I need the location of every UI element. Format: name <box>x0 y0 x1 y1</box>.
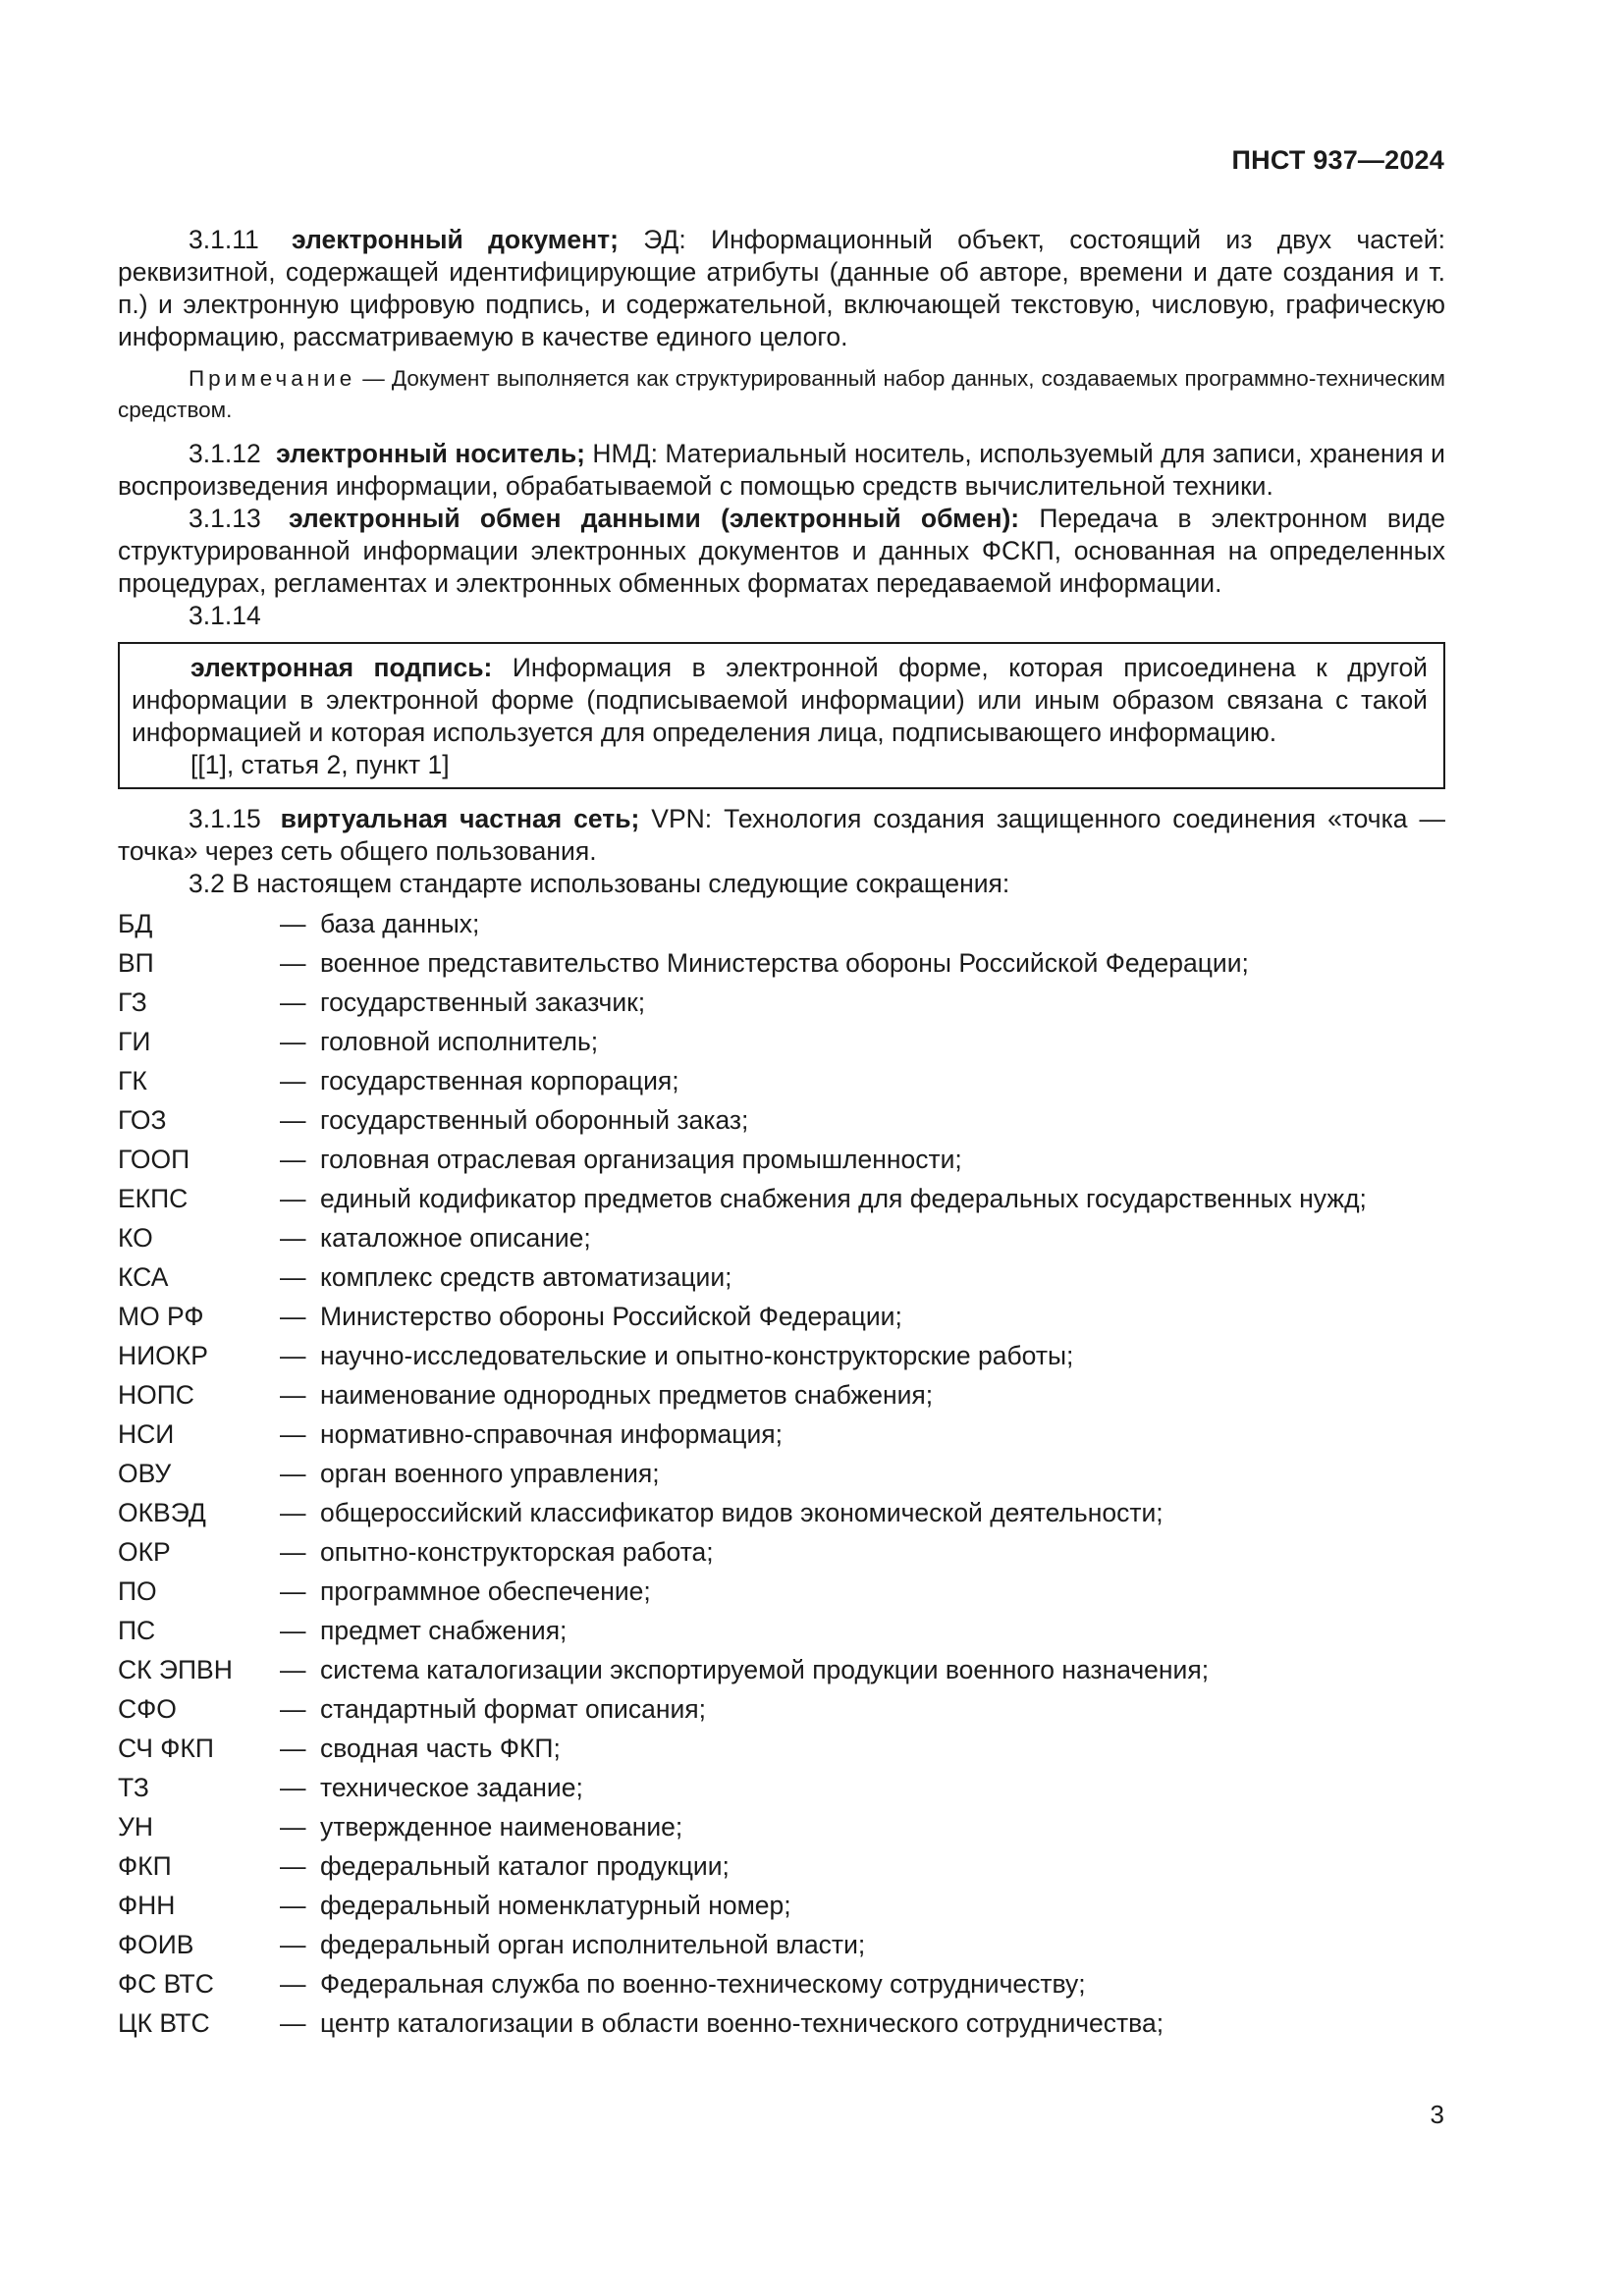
abbreviation-row <box>118 983 1445 1022</box>
abbreviation-definition: военное представительство Министерства обороны Российской Федерации; <box>320 947 1249 978</box>
abbreviation-row <box>118 1375 1445 1415</box>
abbreviation-row <box>118 1964 1445 2003</box>
abbreviation: КО <box>118 1222 153 1253</box>
abbreviation-row <box>118 1061 1445 1100</box>
abbreviation: КСА <box>118 1261 169 1292</box>
abbreviation-dash: — <box>280 2007 306 2038</box>
abbreviation-dash: — <box>280 1261 306 1292</box>
abbreviation-definition: федеральный орган исполнительной власти; <box>320 1929 866 1959</box>
abbreviation-definition: государственный оборонный заказ; <box>320 1104 749 1135</box>
abbreviation-row <box>118 1140 1445 1179</box>
abbreviation-dash: — <box>280 1301 306 1331</box>
term: электронная подпись: <box>190 653 493 682</box>
abbreviations-list <box>118 904 1445 2043</box>
abbreviation: ГОЗ <box>118 1104 167 1135</box>
abbreviation: ОКР <box>118 1536 171 1567</box>
abbreviation: СЧ ФКП <box>118 1733 214 1763</box>
abbreviation-definition: программное обеспечение; <box>320 1575 651 1606</box>
abbreviation-dash: — <box>280 1890 306 1920</box>
abbreviation: ОВУ <box>118 1458 172 1488</box>
abbreviation-definition: утвержденное наименование; <box>320 1811 683 1842</box>
abbreviation-row <box>118 1218 1445 1257</box>
abbreviation-row <box>118 1689 1445 1729</box>
definition-3-1-14 <box>132 652 1428 749</box>
abbreviation-row <box>118 1493 1445 1532</box>
abbreviation-definition: предмет снабжения; <box>320 1615 568 1645</box>
abbreviation-definition: опытно-конструкторская работа; <box>320 1536 714 1567</box>
abbreviation-dash: — <box>280 1811 306 1842</box>
abbreviation: НИОКР <box>118 1340 208 1370</box>
abbreviation-definition: государственная корпорация; <box>320 1065 679 1095</box>
abbreviation-definition: база данных; <box>320 908 480 938</box>
abbreviation-definition: каталожное описание; <box>320 1222 591 1253</box>
abbreviation-dash: — <box>280 1026 306 1056</box>
abbreviation: ГЗ <box>118 987 147 1017</box>
abbreviation-row <box>118 1415 1445 1454</box>
abbreviation: ЦК ВТС <box>118 2007 210 2038</box>
clause-number: 3.1.14 <box>189 601 261 630</box>
abbreviation: БД <box>118 908 153 938</box>
abbreviation-definition: Федеральная служба по военно-техническому сотрудничеству; <box>320 1968 1086 1999</box>
abbreviation-dash: — <box>280 1379 306 1410</box>
abbreviation-row <box>118 1650 1445 1689</box>
abbreviation-dash: — <box>280 1929 306 1959</box>
abbreviation-row <box>118 1022 1445 1061</box>
abbreviation-definition: головная отраслевая организация промышленности; <box>320 1144 962 1174</box>
abbreviation-definition: государственный заказчик; <box>320 987 646 1017</box>
clause-3-2-intro: 3.2 В настоящем стандарте использованы следующие сокращения: <box>189 869 1010 898</box>
note-label: Примечание <box>189 366 356 391</box>
clause-number: 3.1.11 <box>189 225 259 254</box>
abbreviation: ПО <box>118 1575 157 1606</box>
abbreviation-row <box>118 1257 1445 1297</box>
abbreviation-definition: федеральный каталог продукции; <box>320 1850 730 1881</box>
abbreviation-definition: орган военного управления; <box>320 1458 660 1488</box>
abbreviation-dash: — <box>280 908 306 938</box>
abbreviation: ОКВЭД <box>118 1497 206 1527</box>
abbreviation-row <box>118 1532 1445 1572</box>
definition-3-1-11 <box>118 224 1445 353</box>
abbreviation-dash: — <box>280 1183 306 1213</box>
abbreviation: УН <box>118 1811 153 1842</box>
abbreviation-dash: — <box>280 1458 306 1488</box>
abbreviation: ГК <box>118 1065 147 1095</box>
abbreviation-definition: научно-исследовательские и опытно-конструкторские работы; <box>320 1340 1074 1370</box>
definition-3-1-14-box <box>118 642 1445 789</box>
abbreviation-dash: — <box>280 1772 306 1802</box>
abbreviation-row <box>118 1768 1445 1807</box>
abbreviation-definition: нормативно-справочная информация; <box>320 1418 783 1449</box>
abbreviation: ФС ВТС <box>118 1968 214 1999</box>
abbreviation-definition: Министерство обороны Российской Федерации; <box>320 1301 902 1331</box>
abbreviation-dash: — <box>280 1968 306 1999</box>
abbreviation-dash: — <box>280 1418 306 1449</box>
abbreviation-definition: центр каталогизации в области военно-технического сотрудничества; <box>320 2007 1164 2038</box>
abbreviation-row <box>118 1886 1445 1925</box>
clause-number: 3.1.13 <box>189 504 261 533</box>
abbreviation-dash: — <box>280 1222 306 1253</box>
abbreviation-definition: общероссийский классификатор видов экономической деятельности; <box>320 1497 1164 1527</box>
abbreviation-dash: — <box>280 1850 306 1881</box>
abbreviation-row <box>118 1925 1445 1964</box>
note-text: — Документ выполняется как структурированный набор данных, создаваемых программно-техническим средством. <box>118 366 1445 422</box>
abbreviation: МО РФ <box>118 1301 204 1331</box>
definition-text: Информация в электронной форме, которая присоединена к другой информации в электронной форме (подписываемой информации) или иным образом связана с такой информацией и которая используется для определения лица, подписывающего информацию. <box>132 653 1428 747</box>
abbreviation-row <box>118 943 1445 983</box>
abbreviation-row <box>118 2003 1445 2043</box>
abbreviation-row <box>118 904 1445 943</box>
clause-number: 3.1.12 <box>189 439 261 468</box>
definition-3-1-15 <box>118 803 1445 868</box>
abbreviation-row <box>118 1336 1445 1375</box>
definition-text: ЭД: Информационный объект, состоящий из двух частей: реквизитной, содержащей идентифицирующие атрибуты (данные об авторе, времени и дате создания и т. п.) и электронную цифровую подпись, и содержательной, включающей текстовую, числовую, графическую информацию, рассматриваемую в качестве единого целого. <box>118 225 1446 351</box>
abbreviation-row <box>118 1572 1445 1611</box>
definition-3-1-13 <box>118 503 1445 600</box>
abbreviation-row <box>118 1729 1445 1768</box>
abbreviation-definition: стандартный формат описания; <box>320 1693 706 1724</box>
abbreviation-definition: сводная часть ФКП; <box>320 1733 561 1763</box>
abbreviation-dash: — <box>280 1340 306 1370</box>
abbreviation-dash: — <box>280 1575 306 1606</box>
abbreviation-definition: головной исполнитель; <box>320 1026 599 1056</box>
abbreviation-dash: — <box>280 1536 306 1567</box>
abbreviation-row <box>118 1454 1445 1493</box>
abbreviation-row <box>118 1100 1445 1140</box>
abbreviation-dash: — <box>280 1733 306 1763</box>
definition-3-1-12 <box>118 438 1445 503</box>
abbreviation: НОПС <box>118 1379 194 1410</box>
abbreviation-row <box>118 1611 1445 1650</box>
abbreviation: ГИ <box>118 1026 151 1056</box>
abbreviation: ФОИВ <box>118 1929 194 1959</box>
document-body <box>118 224 1445 2043</box>
note <box>118 363 1445 426</box>
abbreviation-row <box>118 1846 1445 1886</box>
abbreviation-definition: техническое задание; <box>320 1772 583 1802</box>
definition-text: НМД: Материальный носитель, используемый для записи, хранения и воспроизведения информации, обрабатываемой с помощью средств вычислительной техники. <box>118 439 1445 501</box>
clause-3-1-14-number <box>118 600 1445 632</box>
term: электронный носитель; <box>276 439 585 468</box>
definition-text: Передача в электронном виде структурированной информации электронных документов и данных ФСКП, основанная на определенных процедурах, регламентах и электронных обменных форматах передаваемой информации. <box>118 504 1445 598</box>
term: электронный обмен данными (электронный обмен): <box>288 504 1020 533</box>
abbreviation: ФНН <box>118 1890 176 1920</box>
abbreviation-dash: — <box>280 987 306 1017</box>
abbreviation-row <box>118 1179 1445 1218</box>
abbreviation: ВП <box>118 947 154 978</box>
abbreviation: ПС <box>118 1615 156 1645</box>
abbreviation-definition: система каталогизации экспортируемой продукции военного назначения; <box>320 1654 1210 1684</box>
abbreviation-dash: — <box>280 1104 306 1135</box>
abbreviation-definition: комплекс средств автоматизации; <box>320 1261 732 1292</box>
abbreviation: НСИ <box>118 1418 175 1449</box>
abbreviation: ФКП <box>118 1850 172 1881</box>
term: виртуальная частная сеть; <box>280 804 640 833</box>
abbreviation-definition: наименование однородных предметов снабжения; <box>320 1379 934 1410</box>
definition-text: VPN: Технология создания защищенного соединения «точка — точка» через сеть общего пользования. <box>118 804 1445 866</box>
abbreviation-definition: федеральный номенклатурный номер; <box>320 1890 791 1920</box>
abbreviation: ГООП <box>118 1144 190 1174</box>
abbreviation: СФО <box>118 1693 177 1724</box>
abbreviation-dash: — <box>280 1654 306 1684</box>
abbreviation-dash: — <box>280 947 306 978</box>
abbreviation-row <box>118 1807 1445 1846</box>
abbreviation-row <box>118 1297 1445 1336</box>
definition-source-reference: [[1], статья 2, пункт 1] <box>190 750 450 779</box>
abbreviation-dash: — <box>280 1693 306 1724</box>
term: электронный документ; <box>292 225 619 254</box>
page-number: 3 <box>1430 2100 1444 2129</box>
abbreviation: СК ЭПВН <box>118 1654 233 1684</box>
clause-number: 3.1.15 <box>189 804 261 833</box>
abbreviation: ЕКПС <box>118 1183 189 1213</box>
document-id-header: ПНСТ 937—2024 <box>1231 145 1444 175</box>
abbreviation-dash: — <box>280 1144 306 1174</box>
abbreviation-dash: — <box>280 1065 306 1095</box>
abbreviation: ТЗ <box>118 1772 149 1802</box>
abbreviation-dash: — <box>280 1615 306 1645</box>
abbreviation-definition: единый кодификатор предметов снабжения для федеральных государственных нужд; <box>320 1183 1367 1213</box>
abbreviation-dash: — <box>280 1497 306 1527</box>
